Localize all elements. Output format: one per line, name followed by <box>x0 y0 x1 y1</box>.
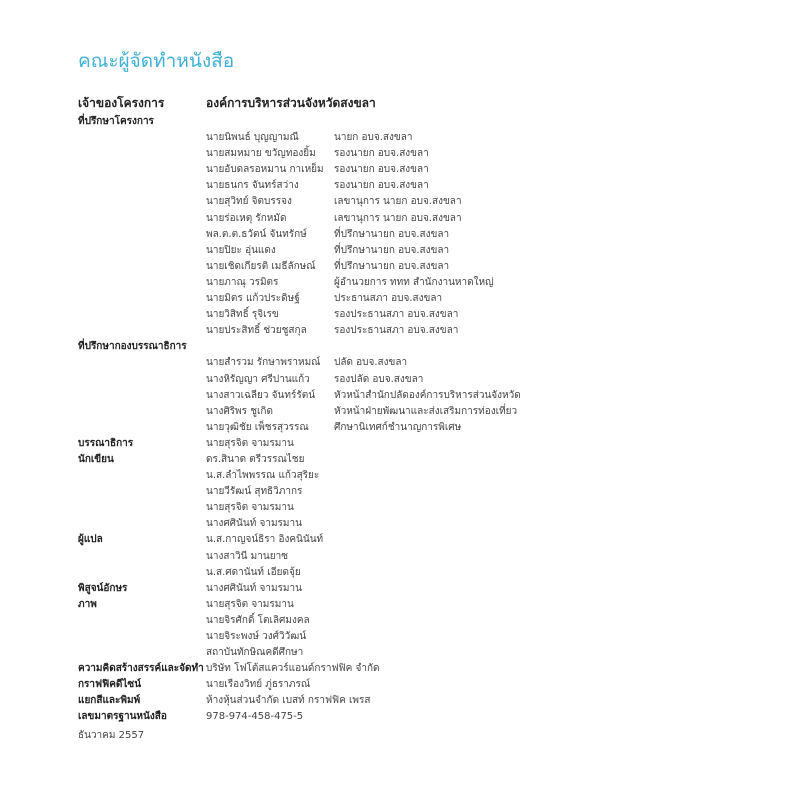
credit-row <box>78 645 778 661</box>
person-position: รองนายก อบจ.สงขลา <box>334 180 429 192</box>
person-name: นายภาณุ วรมิตร <box>206 276 279 288</box>
person-position: รองประธานสภา อบจ.สงขลา <box>334 325 459 337</box>
credit-row <box>78 436 778 452</box>
credit-row <box>78 549 778 565</box>
person-position: นายก อบจ.สงขลา <box>334 132 413 144</box>
section-label: ความคิดสร้างสรรค์และจัดทำ <box>78 663 204 675</box>
credit-row <box>78 452 778 468</box>
person-name: นายสุวิทย์ จิตบรรจง <box>206 196 292 208</box>
credit-row <box>78 709 778 725</box>
credit-row <box>78 307 778 323</box>
person-name: นายเรืองวิทย์ ภู่ธราภรณ์ <box>206 679 311 691</box>
person-name: นายเชิดเกียรติ เมธีลักษณ์ <box>206 260 316 272</box>
credit-row <box>78 355 778 371</box>
credit-row <box>78 178 778 194</box>
credit-row <box>78 693 778 709</box>
person-name: นายปิยะ อุ่นแดง <box>206 244 276 256</box>
credit-row <box>78 388 778 404</box>
credit-row <box>78 227 778 243</box>
person-name: นางสาวินี มานยาซ <box>206 550 288 562</box>
credit-row <box>78 259 778 275</box>
credit-row <box>78 677 778 693</box>
credit-row <box>78 516 778 532</box>
credit-row <box>78 243 778 259</box>
person-name: นายจิรศักดิ์ โตเลิศมงคล <box>206 614 310 626</box>
credit-row <box>78 114 778 130</box>
person-name: นายธนกร จันทร์สว่าง <box>206 180 299 192</box>
section-label: ผู้แปล <box>78 534 103 546</box>
person-position: หัวหน้าสำนักปลัดองค์การบริหารส่วนจังหวัด <box>334 389 521 401</box>
person-name: นายประสิทธิ์ ช่วยชูสกุล <box>206 325 307 337</box>
person-position: ศึกษานิเทศก์ชำนาญการพิเศษ <box>334 421 462 433</box>
person-position: รองนายก อบจ.สงขลา <box>334 164 429 176</box>
credit-row <box>78 468 778 484</box>
person-name: นายสำรวม รักษาพราหมณ์ <box>206 357 321 369</box>
person-name: นายสุรจิต จามรมาน <box>206 437 294 449</box>
person-name: นายอับดลรอหมาน กาเหย็ม <box>206 164 324 176</box>
person-position: รองนายก อบจ.สงขลา <box>334 148 429 160</box>
section-label: ภาพ <box>78 598 97 610</box>
person-name: น.ส.ศดานันท์ เอียดจุ้ย <box>206 566 301 578</box>
person-position: หัวหน้าฝ่ายพัฒนาและส่งเสริมการท่องเที่ยว <box>334 405 518 417</box>
credit-row <box>78 581 778 597</box>
person-name: ห้างหุ้นส่วนจำกัด เบสท์ กราฟฟิค เพรส <box>206 695 371 707</box>
credit-row <box>78 194 778 210</box>
credit-row <box>78 500 778 516</box>
person-position: ผู้อำนวยการ ททท สำนักงานหาดใหญ่ <box>334 276 494 288</box>
credit-row <box>78 613 778 629</box>
publication-date: ธันวาคม 2557 <box>78 730 145 741</box>
credit-row <box>78 162 778 178</box>
credit-row <box>78 372 778 388</box>
section-label: เลขมาตรฐานหนังสือ <box>78 711 167 723</box>
section-label: บรรณาธิการ <box>78 437 134 449</box>
credit-row <box>78 291 778 307</box>
person-name: นายสมหมาย ขวัญทองยิ้ม <box>206 148 316 160</box>
person-name: นางสาวเฉลียว จันทร์รัตน์ <box>206 389 316 401</box>
section-label: นักเขียน <box>78 453 114 465</box>
section-label: แยกสีและพิมพ์ <box>78 695 141 707</box>
section-label: ที่ปรึกษาโครงการ <box>78 116 154 127</box>
person-position: รองประธานสภา อบจ.สงขลา <box>334 309 459 321</box>
owner-value: องค์การบริหารส่วนจังหวัดสงขลา <box>206 96 376 110</box>
credit-row <box>78 532 778 548</box>
person-name: ดร.สินาด ตรีวรรณไชย <box>206 453 305 465</box>
person-position: เลขานุการ นายก อบจ.สงขลา <box>334 196 462 208</box>
owner-label: เจ้าของโครงการ <box>78 96 165 110</box>
person-name: บริษัท โฟโต้สแควร์แอนด์กราฟฟิค จำกัด <box>206 663 380 675</box>
person-position: ที่ปรึกษานายก อบจ.สงขลา <box>334 228 450 240</box>
person-position: ปลัด อบจ.สงขลา <box>334 357 408 369</box>
credit-row <box>78 275 778 291</box>
credit-row <box>78 404 778 420</box>
person-name: นางหิรัญญา ศรีปานแก้ว <box>206 373 310 385</box>
page-title: คณะผู้จัดทำหนังสือ <box>78 50 235 72</box>
person-name: นายจิระพงษ์ วงศ์วิวัฒน์ <box>206 631 307 642</box>
person-name: นางศศินันท์ จามรมาน <box>206 518 302 530</box>
person-name: นางศิริพร ชูเกิด <box>206 405 273 417</box>
credits-list <box>78 114 778 726</box>
person-position: ที่ปรึกษานายก อบจ.สงขลา <box>334 260 450 272</box>
credit-row <box>78 323 778 339</box>
person-name: นายสุรจิต จามรมาน <box>206 502 294 514</box>
credit-row <box>78 146 778 162</box>
person-name: นายร่อเหตุ รักหมัด <box>206 212 287 224</box>
person-name: น.ส.ลำไพพรรณ แก้วสุริยะ <box>206 470 320 482</box>
credit-row <box>78 420 778 436</box>
person-position: ที่ปรึกษานายก อบจ.สงขลา <box>334 244 450 256</box>
person-position: เลขานุการ นายก อบจ.สงขลา <box>334 212 462 224</box>
credit-row <box>78 597 778 613</box>
person-name: สถาบันทักษิณคดีศึกษา <box>206 647 304 659</box>
person-name: นายวิสิทธิ์ รุจิเรข <box>206 309 279 321</box>
credit-row <box>78 211 778 227</box>
credit-row <box>78 339 778 355</box>
person-name: น.ส.กาญจน์ธิรา อิงคนินันท์ <box>206 534 324 546</box>
section-label: ที่ปรึกษากองบรรณาธิการ <box>78 341 187 353</box>
person-name: นายมิตร แก้วประดิษฐ์ <box>206 293 300 305</box>
person-name: นายวีรัฒน์ สุทธิวิภากร <box>206 486 303 498</box>
credit-row <box>78 130 778 146</box>
person-name: นายวุฒิชัย เพ็ชรสุวรรณ <box>206 421 309 433</box>
credit-row <box>78 661 778 677</box>
credit-row <box>78 565 778 581</box>
person-position: ประธานสภา อบจ.สงขลา <box>334 293 443 305</box>
person-name: 978-974-458-475-5 <box>206 711 304 723</box>
person-name: นางศศินันท์ จามรมาน <box>206 582 302 594</box>
person-position: รองปลัด อบจ.สงขลา <box>334 373 424 385</box>
credit-row <box>78 629 778 645</box>
person-name: พล.ต.ต.ธวัตน์ จันทรักษ์ <box>206 228 307 240</box>
person-name: นายสุรจิต จามรมาน <box>206 598 294 610</box>
section-label: กราฟฟิคดีไซน์ <box>78 679 142 691</box>
section-label: พิสูจน์อักษร <box>78 582 128 594</box>
credit-row <box>78 484 778 500</box>
person-name: นายนิพนธ์ บุญญามณี <box>206 132 299 144</box>
